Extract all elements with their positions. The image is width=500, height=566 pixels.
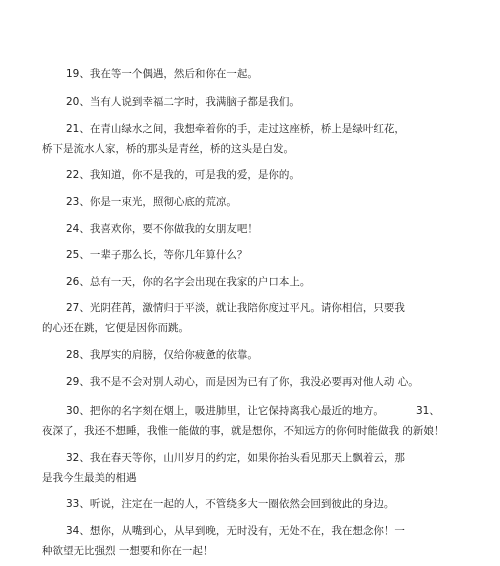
list-item-number: 31、	[416, 405, 440, 417]
list-item: 27、光阴荏苒，激情归于平淡，就让我陪你度过平凡。请你相信，只要我 的心还在跳，它便是因你而跳。	[42, 302, 405, 334]
list-item: 34、想你，从嘴到心，从早到晚，无时没有，无处不在，我在想念你！一 种欲望无比强烈 一想要和你在一起！	[42, 525, 405, 557]
list-item: 19、我在等一个偶遇，然后和你在一起。	[66, 68, 258, 80]
list-item: 26、总有一天，你的名字会出现在我家的户口本上。	[66, 276, 311, 288]
list-item: 25、一辈子那么长，等你几年算什么？	[66, 249, 248, 261]
list-item: 20、当有人说到幸福二字时，我满脑子都是我们。	[66, 96, 300, 108]
list-item: 33、听说，注定在一起的人，不管绕多大一圈依然会回到彼此的身边。	[66, 498, 395, 510]
list-item: 22、我知道，你不是我的，可是我的爱，是你的。	[66, 169, 300, 181]
list-item: 23、你是一束光，照彻心底的荒凉。	[66, 196, 237, 208]
list-item: 30、把你的名字刻在烟上，吸进肺里，让它保持离我心最近的地方。 夜深了，我还不想睡，我惟一能做的事，就是想你，不知远方的你何时能做我 的新娘！	[42, 405, 445, 437]
list-item: 29、我不是不会对别人动心，而是因为已有了你，我没必要再对他人动 心。	[66, 376, 419, 388]
list-item: 32、我在春天等你，山川岁月的约定，如果你抬头看见那天上飘着云，那 是我今生最美的相遇	[42, 452, 405, 484]
list-item: 28、我厚实的肩膀，仅给你疲惫的依靠。	[66, 349, 258, 361]
list-item: 21、在青山绿水之间，我想牵着你的手，走过这座桥，桥上是绿叶红花， 桥下是流水人家，桥的那头是青丝，桥的这头是白发。	[42, 123, 405, 155]
list-item: 24、我喜欢你，要不你做我的女朋友吧！	[66, 223, 258, 235]
